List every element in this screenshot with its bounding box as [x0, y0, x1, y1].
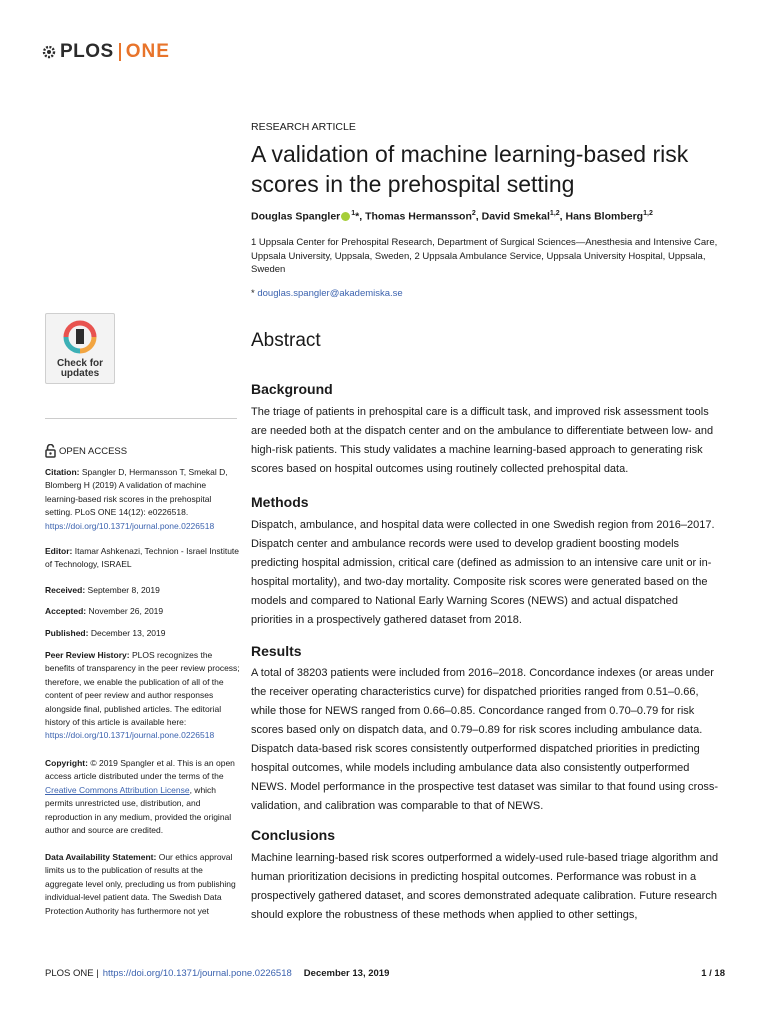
author-affil-sup: 1,2 [549, 210, 560, 217]
author-suffix: *, [355, 210, 366, 223]
copyright-text-2: , which permits unrestricted use, distribution, and reproduction in any medium, provided the original author and source are credited. [45, 784, 232, 836]
orcid-icon[interactable] [341, 212, 350, 221]
page-footer [45, 968, 725, 979]
logo-divider [119, 43, 121, 61]
gear-icon [42, 45, 56, 59]
logo-one: ONE [125, 41, 170, 62]
methods-text: Dispatch, ambulance, and hospital data were collected in one Swedish region from 2016–2017. Dispatch center and ambulance records were used to develop gradient boosting models predicting hospital admission, critical care (defined as admission to an intensive care unit or in-hospital mortality), and two-day mortality. Composite risk scores were generated based on the models and compared to National Early Warning Scores (NEWS) and actual dispatched priorities in a prospectively gathered dataset from 2018. [251, 519, 715, 626]
background-heading: Background [251, 381, 333, 397]
corresponding-email [251, 288, 403, 299]
badge-line1: Check for [56, 358, 104, 369]
peer-review-text: PLOS recognizes the benefits of transparency in the peer review process; therefore, we enable the publication of all of the content of peer review and author responses alongside final, published articles. The editorial history of this article is available here: [45, 650, 240, 728]
license-link[interactable]: Creative Commons Attribution License [45, 784, 190, 795]
published-block [45, 627, 240, 640]
footer-doi-link[interactable]: https://doi.org/10.1371/journal.pone.0226518 [102, 968, 292, 979]
footer-date: December 13, 2019 [303, 968, 390, 979]
open-access-label [45, 444, 127, 458]
author-affil-sup: 2 [471, 210, 476, 217]
accepted-block [45, 605, 240, 618]
footer-journal: PLOS ONE | [45, 968, 99, 979]
author-suffix: , [475, 210, 482, 223]
conclusions-text: Machine learning-based risk scores outperformed a widely-used rule-based triage algorithm and human prioritization decisions in predicting hospital outcomes. Performance was robust in a prospectively gathered dataset, and scores demonstrated adequate calibration. Future research should explore the robustness of these methods when applied to other settings, [251, 852, 719, 921]
abstract-heading: Abstract [251, 330, 321, 351]
email-prefix: * [251, 288, 258, 299]
author-affil-sup: 1,2 [643, 210, 653, 217]
author-name[interactable]: Douglas Spangler [251, 210, 341, 223]
data-availability-block [45, 851, 240, 918]
page-number: 1 / 18 [701, 968, 725, 979]
author-name[interactable]: Thomas Hermansson [365, 210, 472, 223]
left-divider [45, 418, 237, 419]
results-heading: Results [251, 643, 302, 659]
open-lock-icon [45, 444, 56, 458]
editor-block [45, 545, 240, 572]
published-label: Published: [45, 628, 89, 638]
accepted-date: November 26, 2019 [88, 606, 164, 616]
citation-text: Spangler D, Hermansson T, Smekal D, Blomberg H (2019) A validation of machine learning-based risk scores in the prehospital setting. PLoS ONE 14(12): e0226518. [45, 467, 228, 518]
open-access-text: OPEN ACCESS [59, 445, 128, 457]
background-text: The triage of patients in prehospital care is a difficult task, and improved risk assessment tools are needed both at the dispatch center and on the ambulance to differentiate between low- and high-risk patients. This study validates a machine learning-based approach to generating risk scores based on hospital outcomes using routinely collected prehospital data. [251, 406, 714, 475]
author-name[interactable]: David Smekal [481, 210, 550, 223]
author-list [251, 210, 731, 223]
methods-heading: Methods [251, 494, 309, 510]
author-name[interactable]: Hans Blomberg [565, 210, 644, 223]
copyright-label: Copyright: [45, 758, 88, 768]
citation-label: Citation: [45, 467, 80, 477]
copyright-text: © 2019 Spangler et al. This is an open access article distributed under the terms of the [45, 758, 235, 782]
received-date: September 8, 2019 [87, 585, 160, 595]
peer-review-block [45, 649, 240, 743]
article-type: RESEARCH ARTICLE [251, 121, 356, 133]
citation-doi-link[interactable]: https://doi.org/10.1371/journal.pone.0226518 [45, 520, 215, 531]
badge-line2: updates [60, 368, 100, 379]
data-availability-text: Our ethics approval limits us to the publication of results at the aggregate level only, precluding us from publishing individual-level patient data. The Swedish Data Protection Authority has furthermore not yet [45, 852, 236, 916]
accepted-label: Accepted: [45, 606, 87, 616]
editor-text: Itamar Ashkenazi, Technion - Israel Institute of Technology, ISRAEL [45, 546, 240, 570]
article-title: A validation of machine learning-based risk scores in the prehospital setting [251, 141, 689, 197]
email-link[interactable]: douglas.spangler@akademiska.se [257, 288, 403, 299]
copyright-block [45, 757, 240, 837]
peer-review-label: Peer Review History: [45, 650, 130, 660]
published-date: December 13, 2019 [90, 628, 166, 638]
affiliations: 1 Uppsala Center for Prehospital Research, Department of Surgical Sciences—Anesthesia and Intensive Care, Uppsala University, Uppsala, Sweden, 2 Uppsala Ambulance Service, Uppsala University Hospital, Uppsala, Sweden [251, 237, 718, 275]
received-block [45, 584, 240, 597]
conclusions-heading: Conclusions [251, 827, 336, 843]
logo-plos: PLOS [60, 41, 114, 62]
journal-logo [42, 41, 170, 63]
author-suffix: , [559, 210, 566, 223]
data-availability-label: Data Availability Statement: [45, 852, 157, 862]
check-for-updates-badge[interactable] [45, 313, 115, 384]
received-label: Received: [45, 585, 86, 595]
author-affil-sup: 1 [351, 210, 356, 217]
editor-label: Editor: [45, 546, 73, 556]
check-updates-icon [63, 320, 97, 354]
peer-review-link[interactable]: https://doi.org/10.1371/journal.pone.0226518 [45, 730, 215, 741]
citation-block [45, 466, 240, 533]
results-text: A total of 38203 patients were included from 2016–2018. Concordance indexes (or areas under the receiver operating characteristics curve) for dispatched priorities ranged from 0.51–0.66, while those for NEWS ranged from 0.66–0.85. Concordance ranged from 0.70–0.79 for risk scores based only on dispatch data, and 0.79–0.89 for risk scores including ambulance data. Dispatch data-based risk scores consistently outperformed dispatched priorities in predicting hospital outcomes, while models including ambulance data also consistently outperformed NEWS. Model performance in the prospective test dataset was similar to that found using cross-validation, and calibration was comparable to that of NEWS. [251, 667, 719, 812]
